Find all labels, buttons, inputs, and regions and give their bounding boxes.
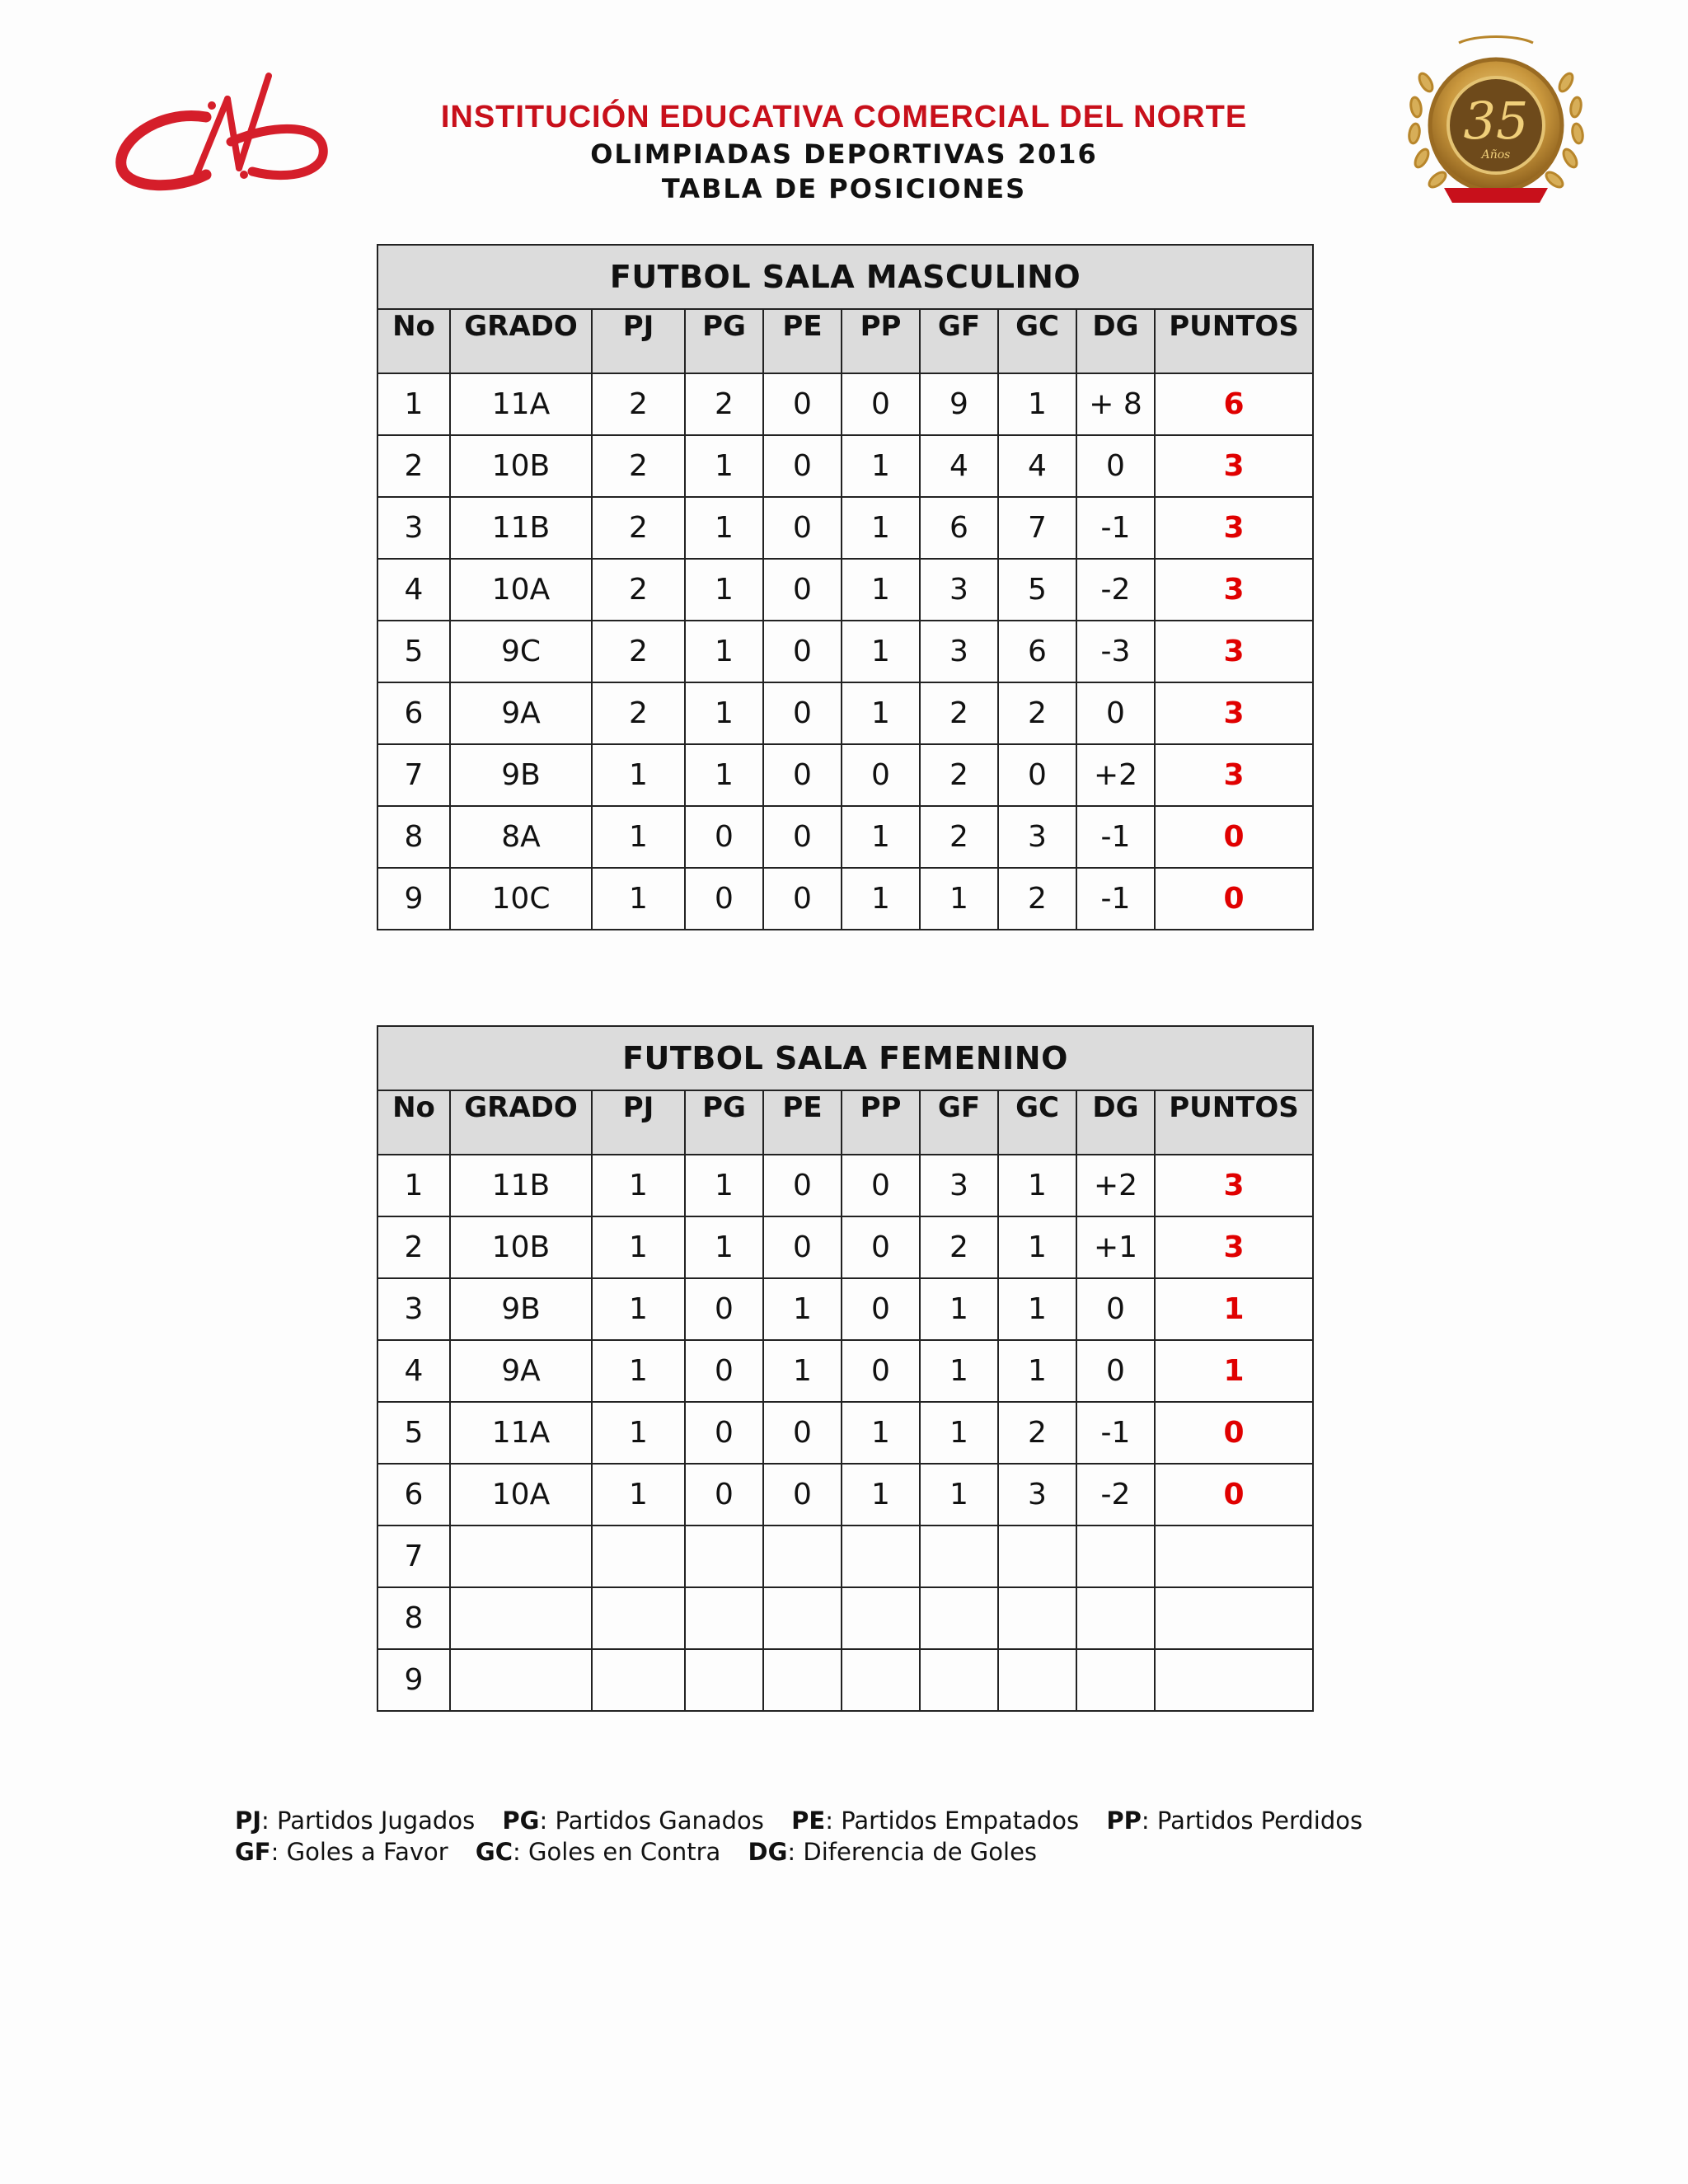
cell-pg: 1 (685, 497, 763, 559)
cell-no: 2 (377, 1216, 450, 1278)
cell-gc: 2 (998, 682, 1076, 744)
cell-pj: 2 (592, 497, 685, 559)
cell-pg (685, 1649, 763, 1711)
cell-no: 5 (377, 1402, 450, 1464)
cell-pe: 0 (763, 373, 842, 435)
cell-gf: 2 (920, 744, 998, 806)
cell-pe (763, 1649, 842, 1711)
cell-pj: 1 (592, 806, 685, 868)
col-header-dg: DG (1076, 309, 1155, 373)
cell-gc: 2 (998, 868, 1076, 930)
cell-gc: 3 (998, 1464, 1076, 1526)
cell-dg: + 8 (1076, 373, 1155, 435)
cell-puntos: 3 (1155, 497, 1313, 559)
cell-gc: 3 (998, 806, 1076, 868)
cell-pp: 0 (842, 373, 920, 435)
cell-dg: +1 (1076, 1216, 1155, 1278)
cell-gc (998, 1587, 1076, 1649)
table-row (377, 1155, 1313, 1216)
table-row (377, 1464, 1313, 1526)
institution-title: INSTITUCIÓN EDUCATIVA COMERCIAL DEL NORTE (440, 100, 1248, 134)
col-header-puntos: PUNTOS (1155, 1090, 1313, 1155)
table-row (377, 621, 1313, 682)
table-row (377, 806, 1313, 868)
cell-gf: 1 (920, 1278, 998, 1340)
cell-puntos (1155, 1587, 1313, 1649)
cell-pj: 1 (592, 1340, 685, 1402)
table-row (377, 1649, 1313, 1711)
cell-gc: 1 (998, 1340, 1076, 1402)
cell-pe: 0 (763, 744, 842, 806)
cell-pj: 1 (592, 1216, 685, 1278)
cell-dg: +2 (1076, 744, 1155, 806)
cell-dg: -3 (1076, 621, 1155, 682)
cell-no: 9 (377, 1649, 450, 1711)
col-header-dg: DG (1076, 1090, 1155, 1155)
cell-pg: 0 (685, 1402, 763, 1464)
cell-no: 5 (377, 621, 450, 682)
cell-gf: 3 (920, 621, 998, 682)
cell-pg (685, 1526, 763, 1587)
table-row (377, 1340, 1313, 1402)
cell-gf: 9 (920, 373, 998, 435)
cell-gf: 4 (920, 435, 998, 497)
col-header-pj: PJ (592, 309, 685, 373)
cell-pp (842, 1649, 920, 1711)
cell-grado: 11B (450, 1155, 592, 1216)
cell-pe (763, 1526, 842, 1587)
cell-puntos: 1 (1155, 1278, 1313, 1340)
cell-pg: 0 (685, 868, 763, 930)
cell-pp: 1 (842, 435, 920, 497)
cell-grado: 10C (450, 868, 592, 930)
cell-pe: 0 (763, 806, 842, 868)
cell-dg (1076, 1649, 1155, 1711)
cell-no: 4 (377, 559, 450, 621)
cell-puntos: 3 (1155, 559, 1313, 621)
cell-pj: 1 (592, 1464, 685, 1526)
cell-gf (920, 1587, 998, 1649)
cell-pj: 2 (592, 621, 685, 682)
cell-pp: 1 (842, 682, 920, 744)
legend-item: GF: Goles a Favor (235, 1838, 448, 1866)
cell-pp: 1 (842, 621, 920, 682)
cell-puntos: 3 (1155, 1216, 1313, 1278)
cell-pp: 1 (842, 806, 920, 868)
cell-puntos: 3 (1155, 1155, 1313, 1216)
cell-pp: 1 (842, 1402, 920, 1464)
cell-pj: 2 (592, 559, 685, 621)
cell-gc (998, 1526, 1076, 1587)
cell-pe: 1 (763, 1278, 842, 1340)
table-row (377, 1216, 1313, 1278)
cell-gf: 3 (920, 1155, 998, 1216)
cell-gf: 6 (920, 497, 998, 559)
cell-pj: 2 (592, 373, 685, 435)
cell-pj: 1 (592, 1402, 685, 1464)
cell-dg: 0 (1076, 1340, 1155, 1402)
cell-pe: 0 (763, 1464, 842, 1526)
cell-pg: 0 (685, 1464, 763, 1526)
cell-pg: 1 (685, 559, 763, 621)
col-header-no: No (377, 309, 450, 373)
cell-grado: 9A (450, 682, 592, 744)
table-row (377, 497, 1313, 559)
table-row (377, 868, 1313, 930)
cell-gf: 1 (920, 1340, 998, 1402)
document-header (0, 97, 1688, 206)
col-header-gf: GF (920, 309, 998, 373)
cell-grado (450, 1526, 592, 1587)
svg-text:35: 35 (1463, 91, 1529, 151)
col-header-pp: PP (842, 309, 920, 373)
legend-item: PE: Partidos Empatados (791, 1807, 1080, 1835)
col-header-pe: PE (763, 309, 842, 373)
table-row (377, 1526, 1313, 1587)
cell-pe: 0 (763, 1155, 842, 1216)
cell-no: 4 (377, 1340, 450, 1402)
standings-table-femenino (377, 1025, 1314, 1712)
cell-gf: 2 (920, 806, 998, 868)
cell-grado: 10A (450, 559, 592, 621)
cell-pe: 0 (763, 559, 842, 621)
svg-text:Años: Años (1481, 148, 1511, 162)
cell-gc: 4 (998, 435, 1076, 497)
cell-grado: 9B (450, 744, 592, 806)
cell-gf: 3 (920, 559, 998, 621)
cell-gc: 7 (998, 497, 1076, 559)
col-header-pg: PG (685, 1090, 763, 1155)
cell-pp (842, 1526, 920, 1587)
cell-grado: 8A (450, 806, 592, 868)
cell-dg: -2 (1076, 1464, 1155, 1526)
cell-no: 3 (377, 1278, 450, 1340)
cell-pj (592, 1587, 685, 1649)
cell-puntos: 0 (1155, 868, 1313, 930)
cell-no: 7 (377, 1526, 450, 1587)
cell-pj (592, 1649, 685, 1711)
legend-item: PJ: Partidos Jugados (235, 1807, 476, 1835)
cell-no: 8 (377, 806, 450, 868)
cell-pg: 0 (685, 806, 763, 868)
legend-item: PP: Partidos Perdidos (1106, 1807, 1363, 1835)
cell-puntos: 3 (1155, 682, 1313, 744)
cell-puntos: 6 (1155, 373, 1313, 435)
cell-gf: 2 (920, 1216, 998, 1278)
col-header-grado: GRADO (450, 309, 592, 373)
cell-pe (763, 1587, 842, 1649)
cell-grado: 9C (450, 621, 592, 682)
cell-dg (1076, 1526, 1155, 1587)
col-header-pe: PE (763, 1090, 842, 1155)
cell-no: 1 (377, 373, 450, 435)
cell-no: 3 (377, 497, 450, 559)
cell-gc (998, 1649, 1076, 1711)
cell-pj: 2 (592, 682, 685, 744)
cell-pp: 1 (842, 559, 920, 621)
table-title: FUTBOL SALA MASCULINO (377, 245, 1313, 309)
cell-puntos (1155, 1526, 1313, 1587)
col-header-no: No (377, 1090, 450, 1155)
cell-puntos: 3 (1155, 744, 1313, 806)
cell-puntos: 0 (1155, 806, 1313, 868)
cell-pg: 1 (685, 744, 763, 806)
cell-pj (592, 1526, 685, 1587)
table-row (377, 744, 1313, 806)
cell-puntos (1155, 1649, 1313, 1711)
cell-gf: 2 (920, 682, 998, 744)
table-row (377, 1587, 1313, 1649)
legend-item: DG: Diferencia de Goles (748, 1838, 1038, 1866)
cell-dg: 0 (1076, 682, 1155, 744)
table-row (377, 682, 1313, 744)
col-header-gc: GC (998, 309, 1076, 373)
cell-gc: 1 (998, 1278, 1076, 1340)
cell-grado: 9A (450, 1340, 592, 1402)
cell-dg: -1 (1076, 806, 1155, 868)
cell-gc: 1 (998, 1155, 1076, 1216)
cell-no: 9 (377, 868, 450, 930)
cell-puntos: 1 (1155, 1340, 1313, 1402)
cell-pp: 0 (842, 744, 920, 806)
cell-pp: 0 (842, 1155, 920, 1216)
cell-gf (920, 1649, 998, 1711)
cell-grado: 9B (450, 1278, 592, 1340)
cell-gf: 1 (920, 1402, 998, 1464)
cell-pe: 0 (763, 435, 842, 497)
standings-table-masculino (377, 244, 1314, 930)
legend-line-2 (235, 1836, 1382, 1868)
column-header-row (377, 309, 1313, 373)
cell-pp: 1 (842, 1464, 920, 1526)
cell-pj: 1 (592, 1155, 685, 1216)
cell-pg: 1 (685, 621, 763, 682)
cell-puntos: 0 (1155, 1402, 1313, 1464)
legend-line-1 (235, 1805, 1382, 1836)
cell-gc: 5 (998, 559, 1076, 621)
cell-no: 7 (377, 744, 450, 806)
cell-pe: 1 (763, 1340, 842, 1402)
cell-grado: 10B (450, 1216, 592, 1278)
table-row (377, 373, 1313, 435)
col-header-gf: GF (920, 1090, 998, 1155)
cell-pg: 1 (685, 1216, 763, 1278)
cell-dg: -2 (1076, 559, 1155, 621)
cell-pj: 2 (592, 435, 685, 497)
cell-gf (920, 1526, 998, 1587)
cell-gc: 0 (998, 744, 1076, 806)
cell-pp: 1 (842, 497, 920, 559)
cell-pj: 1 (592, 868, 685, 930)
column-header-row (377, 1090, 1313, 1155)
cell-puntos: 3 (1155, 621, 1313, 682)
cell-pp: 0 (842, 1340, 920, 1402)
cell-pj: 1 (592, 1278, 685, 1340)
cell-dg: 0 (1076, 1278, 1155, 1340)
standings-subtitle: TABLA DE POSICIONES (661, 173, 1027, 204)
table-row (377, 435, 1313, 497)
cell-dg: -1 (1076, 1402, 1155, 1464)
cell-pj: 1 (592, 744, 685, 806)
legend-item: PG: Partidos Ganados (502, 1807, 764, 1835)
cell-grado (450, 1649, 592, 1711)
cell-pg: 2 (685, 373, 763, 435)
cell-pg (685, 1587, 763, 1649)
cell-dg (1076, 1587, 1155, 1649)
cell-dg: -1 (1076, 497, 1155, 559)
cell-pg: 1 (685, 682, 763, 744)
table-row (377, 1402, 1313, 1464)
cell-dg: -1 (1076, 868, 1155, 930)
cell-dg: 0 (1076, 435, 1155, 497)
cell-pg: 1 (685, 1155, 763, 1216)
cell-grado (450, 1587, 592, 1649)
col-header-pp: PP (842, 1090, 920, 1155)
cell-pp (842, 1587, 920, 1649)
cell-no: 6 (377, 1464, 450, 1526)
cell-grado: 11B (450, 497, 592, 559)
cell-grado: 10A (450, 1464, 592, 1526)
legend-item: GC: Goles en Contra (475, 1838, 721, 1866)
cell-gc: 1 (998, 373, 1076, 435)
cell-pg: 1 (685, 435, 763, 497)
col-header-gc: GC (998, 1090, 1076, 1155)
cell-pe: 0 (763, 868, 842, 930)
cell-no: 2 (377, 435, 450, 497)
cell-pp: 1 (842, 868, 920, 930)
cell-pp: 0 (842, 1216, 920, 1278)
cell-pe: 0 (763, 1402, 842, 1464)
cell-pe: 0 (763, 682, 842, 744)
cell-pp: 0 (842, 1278, 920, 1340)
cell-grado: 10B (450, 435, 592, 497)
cell-pg: 0 (685, 1278, 763, 1340)
cell-no: 6 (377, 682, 450, 744)
cell-pe: 0 (763, 497, 842, 559)
event-title: OLIMPIADAS DEPORTIVAS 2016 (590, 138, 1098, 170)
col-header-pg: PG (685, 309, 763, 373)
col-header-puntos: PUNTOS (1155, 309, 1313, 373)
cell-puntos: 0 (1155, 1464, 1313, 1526)
cell-pg: 0 (685, 1340, 763, 1402)
cell-gc: 6 (998, 621, 1076, 682)
abbreviation-legend (235, 1805, 1382, 1868)
table-row (377, 559, 1313, 621)
cell-gf: 1 (920, 868, 998, 930)
cell-pe: 0 (763, 621, 842, 682)
cell-grado: 11A (450, 373, 592, 435)
col-header-pj: PJ (592, 1090, 685, 1155)
cell-no: 8 (377, 1587, 450, 1649)
cell-pe: 0 (763, 1216, 842, 1278)
cell-gc: 2 (998, 1402, 1076, 1464)
cell-grado: 11A (450, 1402, 592, 1464)
cell-gc: 1 (998, 1216, 1076, 1278)
cell-dg: +2 (1076, 1155, 1155, 1216)
table-row (377, 1278, 1313, 1340)
col-header-grado: GRADO (450, 1090, 592, 1155)
cell-no: 1 (377, 1155, 450, 1216)
cell-gf: 1 (920, 1464, 998, 1526)
table-title: FUTBOL SALA FEMENINO (377, 1026, 1313, 1090)
cell-puntos: 3 (1155, 435, 1313, 497)
